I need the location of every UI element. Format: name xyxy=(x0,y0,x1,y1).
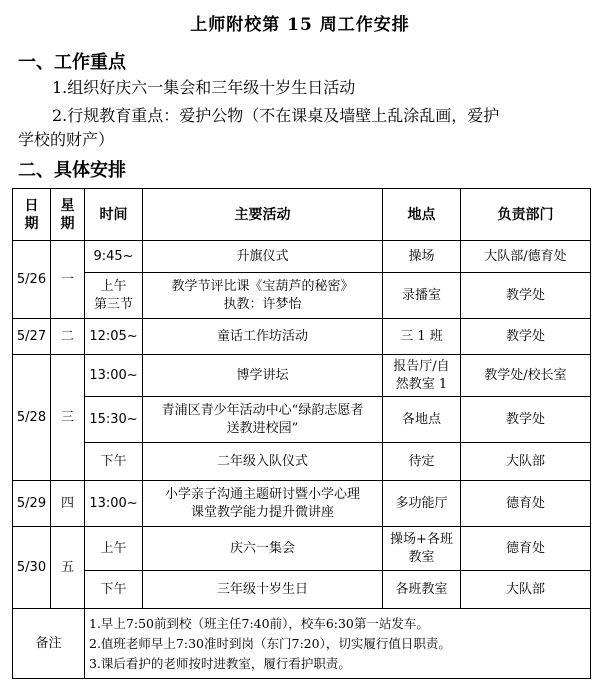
place-cell: 各班教室 xyxy=(383,571,461,609)
date-cell: 5/28 xyxy=(13,355,51,481)
place-cell: 待定 xyxy=(383,443,461,481)
time-cell: 13:00~ xyxy=(85,355,143,397)
dept-cell: 大队部 xyxy=(461,571,591,609)
remark-line-2: 2.值班老师早上7:30准时到岗（东门7:20），切实履行值日职责。 xyxy=(89,635,451,651)
table-row xyxy=(13,273,591,319)
place-cell: 操场 xyxy=(383,241,461,273)
place-cell: 各地点 xyxy=(383,397,461,443)
place-cell: 操场+各班 教室 xyxy=(383,527,461,571)
remarks-content xyxy=(85,609,591,679)
dept-cell: 教学处 xyxy=(461,319,591,355)
remark-line-3: 3.课后看护的老师按时进教室，履行看护职责。 xyxy=(89,655,351,671)
date-cell: 5/26 xyxy=(13,241,51,319)
table-row xyxy=(13,443,591,481)
time-cell: 15:30~ xyxy=(85,397,143,443)
header-time: 时间 xyxy=(85,189,143,241)
table-row xyxy=(13,355,591,397)
activity-cell: 小学亲子沟通主题研讨暨小学心理 课堂教学能力提升微讲座 xyxy=(143,481,383,527)
table-row xyxy=(13,571,591,609)
table-row xyxy=(13,241,591,273)
activity-cell: 青浦区青少年活动中心“绿韵志愿者 送教进校园” xyxy=(143,397,383,443)
table-row xyxy=(13,527,591,571)
focus-item-1: 1.组织好庆六一集会和三年级十岁生日活动 xyxy=(52,78,356,97)
time-cell: 上午 xyxy=(85,527,143,571)
page-title: 上师附校第 15 周工作安排 xyxy=(190,15,410,35)
section-heading-schedule: 二、具体安排 xyxy=(18,160,126,181)
place-cell: 三 1 班 xyxy=(383,319,461,355)
table-header-row xyxy=(13,189,591,241)
date-cell: 5/27 xyxy=(13,319,51,355)
header-dept: 负责部门 xyxy=(461,189,591,241)
activity-cell: 博学讲坛 xyxy=(143,355,383,397)
activity-cell: 教学节评比课《宝葫芦的秘密》 执教：许梦怡 xyxy=(143,273,383,319)
activity-cell: 庆六一集会 xyxy=(143,527,383,571)
time-cell: 13:00~ xyxy=(85,481,143,527)
time-cell: 下午 xyxy=(85,571,143,609)
date-cell: 5/29 xyxy=(13,481,51,527)
weekday-cell: 一 xyxy=(51,241,85,319)
time-cell: 下午 xyxy=(85,443,143,481)
dept-cell: 教学处 xyxy=(461,397,591,443)
dept-cell: 德育处 xyxy=(461,527,591,571)
header-activity: 主要活动 xyxy=(143,189,383,241)
header-date: 日 期 xyxy=(13,189,51,241)
activity-cell: 二年级入队仪式 xyxy=(143,443,383,481)
place-cell: 报告厅/自 然教室 1 xyxy=(383,355,461,397)
header-place: 地点 xyxy=(383,189,461,241)
dept-cell: 教学处 xyxy=(461,273,591,319)
time-cell: 12:05~ xyxy=(85,319,143,355)
place-cell: 录播室 xyxy=(383,273,461,319)
weekday-cell: 二 xyxy=(51,319,85,355)
remarks-label: 备注 xyxy=(13,609,85,679)
place-cell: 多功能厅 xyxy=(383,481,461,527)
focus-item-2-line-1: 2.行规教育重点：爱护公物（不在课桌及墙壁上乱涂乱画，爱护 xyxy=(52,106,500,125)
remark-line-1: 1.早上7:50前到校（班主任7:40前），校车6:30第一站发车。 xyxy=(89,615,429,631)
focus-item-2-line-2: 学校的财产） xyxy=(18,130,115,149)
weekday-cell: 五 xyxy=(51,527,85,609)
table-row xyxy=(13,319,591,355)
header-weekday: 星 期 xyxy=(51,189,85,241)
dept-cell: 大队部/德育处 xyxy=(461,241,591,273)
activity-cell: 三年级十岁生日 xyxy=(143,571,383,609)
dept-cell: 教学处/校长室 xyxy=(461,355,591,397)
weekday-cell: 四 xyxy=(51,481,85,527)
schedule-table xyxy=(12,188,591,679)
dept-cell: 德育处 xyxy=(461,481,591,527)
section-heading-focus: 一、工作重点 xyxy=(18,52,126,73)
weekday-cell: 三 xyxy=(51,355,85,481)
date-cell: 5/30 xyxy=(13,527,51,609)
time-cell: 上午 第三节 xyxy=(85,273,143,319)
table-row xyxy=(13,397,591,443)
time-cell: 9:45~ xyxy=(85,241,143,273)
dept-cell: 大队部 xyxy=(461,443,591,481)
activity-cell: 升旗仪式 xyxy=(143,241,383,273)
remarks-row xyxy=(13,609,591,679)
table-row xyxy=(13,481,591,527)
activity-cell: 童话工作坊活动 xyxy=(143,319,383,355)
